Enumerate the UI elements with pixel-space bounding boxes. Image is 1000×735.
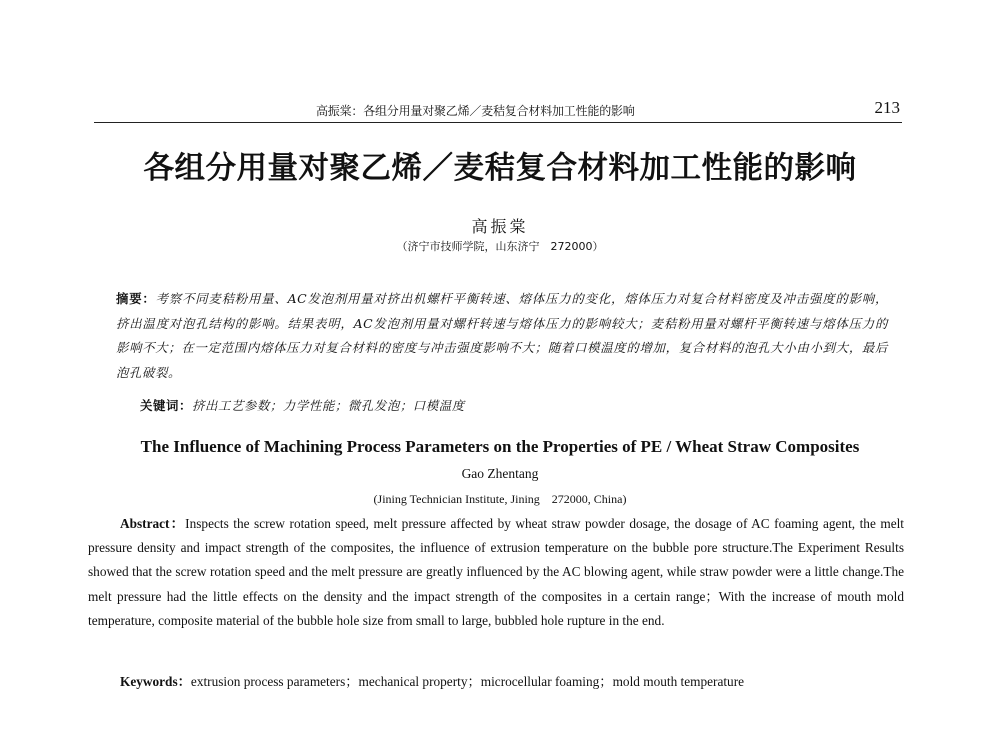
keywords-chinese	[140, 396, 880, 414]
keywords-english	[120, 671, 900, 690]
keywords-label-english: Keywords：	[120, 674, 191, 689]
keywords-text-chinese: 挤出工艺参数；力学性能；微孔发泡；口模温度	[191, 398, 465, 413]
abstract-text-english: Inspects the screw rotation speed, melt pressure affected by wheat straw powder dosage, the dosage of AC foaming agent, the melt pressure density and impact strength of the composites, the influence of extrusion temperature on the bubble pore structure.The Experiment Results showed that the screw rotation speed and the melt pressure are greatly influenced by the AC blowing agent, while straw powder were a little change.The melt pressure had the little effects on the density and the impact strength of the composites in a certain range；With the increase of mouth mold temperature, composite material of the bubble hole size from small to large, bubbled hole rupture in the end.	[88, 516, 904, 628]
abstract-text-chinese: 考察不同麦秸粉用量、AC发泡剂用量对挤出机螺杆平衡转速、熔体压力的变化，熔体压力对复合材料密度及冲击强度的影响，挤出温度对泡孔结构的影响。结果表明，AC发泡剂用量对螺杆转速与熔体压力的影响较大；麦秸粉用量对螺杆平衡转速与熔体压力的影响不大；在一定范围内熔体压力对复合材料的密度与冲击强度影响不大；随着口模温度的增加，复合材料的泡孔大小由小到大，最后泡孔破裂。	[116, 291, 888, 380]
abstract-chinese	[116, 287, 888, 385]
keywords-label-chinese: 关键词：	[140, 398, 192, 413]
title-chinese: 各组分用量对聚乙烯／麦秸复合材料加工性能的影响	[143, 151, 857, 186]
affiliation-english: (Jining Technician Institute, Jining 272000, China)	[373, 492, 627, 506]
abstract-label-chinese: 摘要：	[116, 291, 156, 306]
abstract-english	[88, 512, 904, 633]
affiliation-chinese: （济宁市技师学院，山东济宁 272000）	[396, 240, 604, 253]
author-chinese: 高振棠	[471, 217, 529, 236]
running-head	[94, 100, 902, 123]
running-head-title: 高振棠：各组分用量对聚乙烯／麦秸复合材料加工性能的影响	[316, 104, 635, 118]
author-english: Gao Zhentang	[461, 466, 539, 481]
keywords-text-english: extrusion process parameters；mechanical property；microcellular foaming；mold mouth temperature	[190, 674, 745, 689]
title-english: The Influence of Machining Process Parameters on the Properties of PE / Wheat Straw Composites	[140, 437, 860, 456]
abstract-label-english: Abstract：	[120, 516, 186, 531]
page-number: 213	[874, 98, 900, 117]
